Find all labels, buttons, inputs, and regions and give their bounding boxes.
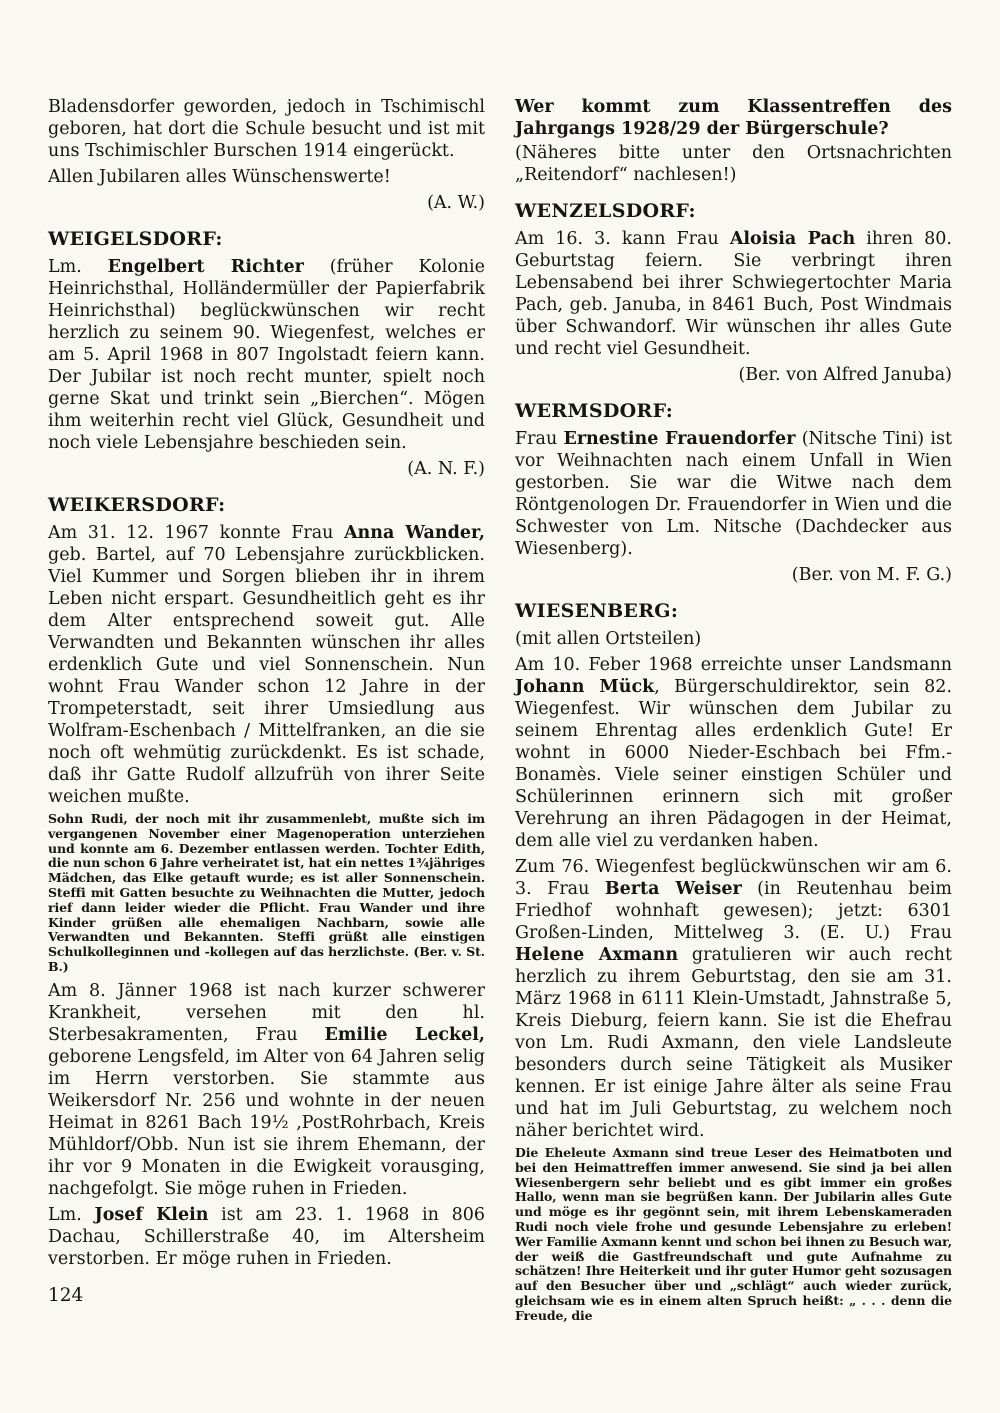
person-name: Emilie Leckel, [324,1024,485,1045]
paragraph: Zum 76. Wiegenfest beglückwünschen wir am 6. 3. Frau Berta Weiser (in Reutenhau beim Friedhof wohnhaft gewesen); jetzt: 6301 Großen-Linden, Mittelweg 3. (E. U.) Frau Helene Axmann gratulieren wir auch recht herzlich zu ihrem Geburtstag, den sie am 31. März 1968 in 6111 Klein-Umstadt, Jahnstraße 5, Kreis Dieburg, feiern kann. Sie ist die Ehefrau von Lm. Rudi Axmann, den viele Landsleute besonders durch seine Tätigkeit als Musiker kennen. Er ist einige Jahre älter als seine Frau und hat im Juli Geburtstag, zu welchem noch näher berichtet wird. [515,857,952,1141]
paragraph: Am 31. 12. 1967 konnte Frau Anna Wander, geb. Bartel, auf 70 Lebensjahre zurückblicken. Viel Kummer und Sorgen blieben ihr in ihrem Leben nicht erspart. Gesundheitlich geht es ihr dem Alter entsprechend soweit gut. Alle Verwandten und Bekannten wünschen ihr alles erdenklich Gute und viel Sonnenschein. Nun wohnt Frau Wander schon 12 Jahre in der Trompeterstadt, seit ihrer Umsiedlung aus Wolfram-Eschenbach / Mittelfranken, an die sie noch oft wehmütig zurückdenkt. Es ist schade, daß ihr Gatte Rudolf allzufrüh von ihrer Seite weichen mußte. [48,523,486,807]
fine-print-paragraph: Sohn Rudi, der noch mit ihr zusammenlebt, mußte sich im vergangenen November einer Magenoperation unterziehen und konnte am 6. Dezember entlassen werden. Tochter Edith, die nun schon 6 Jahre verheiratet ist, hat ein nettes 1¾jähriges Mädchen, das Elke getauft wurde; es ist aller Sonnenschein. Steffi mit Gatten besuchte zu Weihnachten die Mutter, jedoch rief dann leider wieder die Pflicht. Frau Wander und ihre Kinder grüßen alle ehemaligen Nachbarn, sowie alle Verwandten und Bekannten. Steffi grüßt alle einstigen Schulkolleginnen und -kollegen auf das herzlichste. (Ber. v. St. B.) [48,811,485,974]
paragraph: (mit allen Ortsteilen) [515,629,702,649]
reporter-byline: (A. W.) [427,193,485,213]
section-heading: WERMSDORF: [515,400,674,422]
paragraph: Am 10. Feber 1968 erreichte unser Landsmann Johann Mück, Bürgerschuldirektor, sein 82. Wiegenfest. Wir wünschen dem Jubilar zu seinem Ehrentag alles erdenklich Gute! Er wohnt in 6000 Nieder-Eschbach bei Ffm.-Bonamès. Viele seiner einstigen Schüler und Schülerinnen erinnern sich mit großer Verehrung an ihren Pädagogen in der Heimat, dem alle viel zu verdanken haben. [515,655,953,851]
paragraph: Allen Jubilaren alles Wünschenswerte! [48,167,391,187]
person-name: Berta Weiser [604,879,742,899]
paragraph: Frau Ernestine Frauendorfer (Nitsche Tini) ist vor Weihnachten nach einem Unfall in Wien gestorben. Sie war die Witwe nach dem Röntgenologen Dr. Frauendorfer in Wien und die Schwester von Lm. Nitsche (Dachdecker aus Wiesenberg). [515,429,952,559]
person-name: Josef Klein [94,1204,209,1225]
person-name: Helene Axmann [515,945,679,965]
person-name: Anna Wander, [343,523,486,543]
section-heading: WEIGELSDORF: [48,228,223,250]
paragraph: Lm. Engelbert Richter (früher Kolonie Heinrichsthal, Holländermüller der Papierfabrik Heinrichsthal) beglückwünschen wir recht herzlich zu seinem 90. Wiegenfest, welches er am 5. April 1968 in 807 Ingolstadt feiern kann. Der Jubilar ist noch recht munter, spielt noch gerne Skat und trinkt sein „Bierchen“. Mögen ihm weiterhin recht viel Glück, Gesundheit und noch viele Lebensjahre beschieden sein. [48,257,486,453]
paragraph: Am 8. Jänner 1968 ist nach kurzer schwerer Krankheit, versehen mit den hl. Sterbesakramenten, Frau Emilie Leckel, geborene Lengsfeld, im Alter von 64 Jahren selig im Herrn verstorben. Sie stammte aus Weikersdorf Nr. 256 und wohnte in der neuen Heimat in 8261 Bach 19½ ,PostRohrbach, Kreis Mühldorf/Obb. Nun ist sie ihrem Ehemann, der ihr vor 9 Monaten in die Ewigkeit vorausging, nachgefolgt. Sie möge ruhen in Frieden. [48,980,485,1199]
section-heading: WENZELSDORF: [515,200,696,222]
section-heading: WEIKERSDORF: [48,494,226,516]
section-heading: WIESENBERG: [515,600,679,622]
page-number: 124 [48,1285,84,1306]
reporter-byline: (A. N. F.) [407,459,485,479]
fine-print-paragraph: Die Eheleute Axmann sind treue Leser des Heimatboten und bei den Heimattreffen immer anwesend. Sie sind ja bei allen Wiesenbergern sehr beliebt und es gibt immer ein großes Hallo, wenn man sie begrüßen kann. Der Jubilarin alles Gute und möge es ihr gegönnt sein, mit ihrem Lebenskameraden Rudi noch viele frohe und gesunde Lebensjahre zu erleben! Wer Familie Axmann kennt und schon bei ihnen zu Besuch war, der weiß die Gastfreundschaft und gute Aufnahme zu schätzen! Ihre Heiterkeit und ihr guter Humor geht sozusagen auf den Besucher über und „schlägt“ auch wieder zurück, gleichsam wie es in einem alten Spruch heißt: „ . . . denn die Freude, die [515,1145,952,1323]
person-name: Aloisia Pach [729,229,856,249]
person-name: Johann Mück [515,677,655,697]
paragraph: Bladensdorfer geworden, jedoch in Tschimischl geboren, hat dort die Schule besucht und ist mit uns Tschimischler Burschen 1914 eingerückt. [48,97,485,161]
bold-question-text: Wer kommt zum Klassentreffen des Jahrgangs 1928/29 der Bürgerschule? [515,97,952,139]
right-column [515,96,952,1329]
person-name: Engelbert Richter [107,257,304,277]
reporter-byline: (Ber. von M. F. G.) [791,565,952,585]
person-name: Ernestine Frauendorfer [563,429,796,449]
paragraph: Lm. Josef Klein ist am 23. 1. 1968 in 806 Dachau, Schillerstraße 40, im Altersheim verstorben. Er möge ruhen in Frieden. [48,1204,485,1269]
left-column [48,96,485,1329]
paragraph: Am 16. 3. kann Frau Aloisia Pach ihren 80. Geburtstag feiern. Sie verbringt ihren Lebensabend bei ihrer Schwiegertochter Maria Pach, geb. Januba, in 8461 Buch, Post Windmais über Schwandorf. Wir wünschen ihr alles Gute und recht viel Gesundheit. [515,229,952,359]
lead-question-paragraph [515,96,952,140]
paragraph: (Näheres bitte unter den Ortsnachrichten „Reitendorf“ nachlesen!) [515,143,952,185]
reporter-byline: (Ber. von Alfred Januba) [738,365,952,385]
